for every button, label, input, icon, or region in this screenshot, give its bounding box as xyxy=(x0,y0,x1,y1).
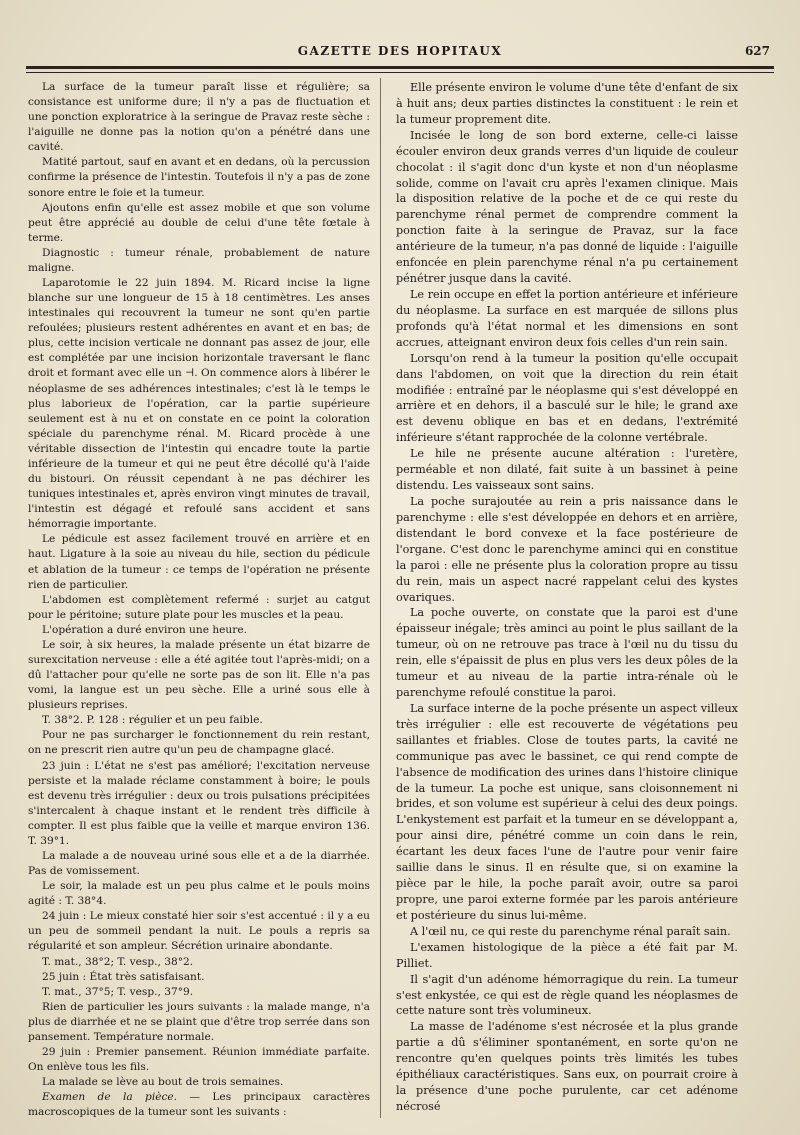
paragraph: 24 juin : Le mieux constaté hier soir s'est accentué : il y a eu un peu de sommeil pendant la nuit. Le pouls a repris sa régularité et son ampleur. Sécrétion urinaire abondante. xyxy=(28,910,370,953)
section-text: — Les principaux caractères macroscopiques de la tumeur sont les suivants : xyxy=(28,1091,371,1119)
section-paragraph xyxy=(28,1090,370,1120)
journal-title: GAZETTE DES HOPITAUX xyxy=(297,44,503,58)
paragraph: Ajoutons enfin qu'elle est assez mobile et que son volume peut être apprécié au double de celui d'une tête fœtale à terme. xyxy=(28,201,370,244)
paragraph: La malade a de nouveau uriné sous elle et a de la diarrhée. Pas de vomissement. xyxy=(28,849,370,878)
left-column xyxy=(28,80,370,1120)
paragraph: Laparotomie le 22 juin 1894. M. Ricard incise la ligne blanche sur une longueur de 15 à 18 centimètres. Les anses intestinales qui recouvrent la tumeur ne sont qu'en partie refoulées; plusieurs restent adhérentes en avant et en bas; de plus, cette incision verticale ne donnant pas assez de jour, elle est complétée par une incision horizontale traversant le flanc droit et formant avec elle un ⊣. On commence alors à libérer le néoplasme de ses adhérences intestinales; c'est là le temps le plus laborieux de l'opération, car la partie supérieure seulement est à nu et on constate en ce point la coloration spéciale du parenchyme rénal. M. Ricard procède à une véritable dissection de l'intestin qui encadre toute la partie inférieure de la tumeur et qui ne peut être décollé qu'à l'aide du bistouri. On réussit cependant à ne pas déchirer les tuniques intestinales et, après environ vingt minutes de travail, l'intestin est dégagé et refoulé sans accident et sans hémorragie importante. xyxy=(28,277,370,531)
paragraph: Le soir, la malade est un peu plus calme et le pouls moins agité : T. 38°4. xyxy=(28,880,370,908)
paragraph: Matité partout, sauf en avant et en dedans, où la percussion confirme la présence de l'intestin. Toutefois il n'y a pas de zone sonore entre le foie et la tumeur. xyxy=(28,156,370,199)
page-number: 627 xyxy=(744,44,770,58)
paragraph: 29 juin : Premier pansement. Réunion immédiate parfaite. On enlève tous les fils. xyxy=(28,1046,370,1074)
paragraph: Diagnostic : tumeur rénale, probablement de nature maligne. xyxy=(28,246,370,274)
paragraph: Pour ne pas surcharger le fonctionnement du rein restant, on ne prescrit rien autre qu'un peu de champagne glacé. xyxy=(28,729,370,757)
paragraph: Il s'agit d'un adénome hémorragique du rein. La tumeur s'est enkystée, ce qui est de règle quand les néoplasmes de cette nature sont très volumineux. xyxy=(396,972,738,1018)
paragraph: 25 juin : État très satisfaisant. xyxy=(42,970,205,983)
header-rule-thick xyxy=(26,66,774,69)
paragraph: Le soir, à six heures, la malade présente un état bizarre de surexcitation nerveuse : elle a été agitée tout l'après-midi; on a dû l'attacher pour qu'elle ne sorte pas de son lit. Elle n'a pas vomi, la langue est un peu sèche. Elle a uriné sous elle à plusieurs reprises. xyxy=(28,638,370,712)
paragraph: La poche surajoutée au rein a pris naissance dans le parenchyme : elle s'est développée en dehors et en arrière, distendant le bord convexe et la face postérieure de l'organe. C'est donc le parenchyme aminci qui en constitue la paroi : elle ne présente plus la coloration propre au tissu du rein, mais un aspect nacré rappelant celui des kystes ovariques. xyxy=(396,494,738,604)
running-header xyxy=(26,44,774,64)
paragraph: La malade se lève au bout de trois semaines. xyxy=(42,1076,284,1089)
paragraph: T. mat., 38°2; T. vesp., 38°2. xyxy=(42,955,194,968)
paragraph: Incisée le long de son bord externe, celle-ci laisse écouler environ deux grands verres d'un liquide de couleur chocolat : il s'agit donc d'un kyste et non d'un néoplasme solide, comme on l'avait cru après l'examen clinique. Mais la disposition relative de la poche et de ce qui reste du parenchyme rénal permet de comprendre comment la ponction faite à la seringue de Pravaz, sur la face antérieure de la tumeur, n'a pas donné de liquide : l'aiguille enfoncée en plein parenchyme rénal n'a pu certainement pénétrer jusque dans la cavité. xyxy=(396,128,738,286)
section-heading: Examen de la pièce. xyxy=(42,1091,178,1104)
paragraph: Elle présente environ le volume d'une tête d'enfant de six à huit ans; deux parties distinctes la constituent : le rein et la tumeur proprement dite. xyxy=(396,81,738,126)
paragraph: Le rein occupe en effet la portion antérieure et inférieure du néoplasme. La surface en est marquée de sillons plus profonds qu'à l'état normal et les dimensions en sont accrues, atteignant environ deux fois celles d'un rein sain. xyxy=(396,287,738,349)
paragraph: Lorsqu'on rend à la tumeur la position qu'elle occupait dans l'abdomen, on voit que la direction du rein était modifiée : entraîné par le néoplasme qui s'est développé en arrière et en dehors, il a basculé sur le hile; le grand axe est devenu oblique en bas et en dedans, l'extrémité inférieure s'étant rapprochée de la colonne vertébrale. xyxy=(396,351,738,445)
paragraph: La poche ouverte, on constate que la paroi est d'une épaisseur inégale; très aminci au point le plus saillant de la tumeur, où on ne retrouve pas trace à l'œil nu du tissu du rein, elle s'épaissit de plus en plus vers les deux pôles de la tumeur et au niveau de la partie intra-rénale où le parenchyme refoulé constitue la paroi. xyxy=(396,606,738,700)
paragraph: La masse de l'adénome s'est nécrosée et la plus grande partie a dû s'éliminer spontanément, en sorte qu'on ne rencontre qu'en quelques points très limités les tubes épithéliaux caractéristiques. Sans eux, on pourrait croire à la présence d'une poche purulente, car cet adénome nécrosé xyxy=(396,1020,738,1113)
paragraph: L'abdomen est complètement refermé : surjet au catgut pour le péritoine; suture plate pour les muscles et la peau. xyxy=(28,593,370,621)
paragraph: Le pédicule est assez facilement trouvé en arrière et en haut. Ligature à la soie au niveau du hile, section du pédicule et ablation de la tumeur : ce temps de l'opération ne présente rien de particulier. xyxy=(28,533,370,591)
paragraph: Rien de particulier les jours suivants : la malade mange, n'a plus de diarrhée et ne se plaint que d'être trop serrée dans son pansement. Température normale. xyxy=(28,1000,370,1043)
column-divider xyxy=(380,78,381,1118)
paragraph: A l'œil nu, ce qui reste du parenchyme rénal paraît sain. xyxy=(410,924,731,938)
paragraph: L'examen histologique de la pièce a été fait par M. Pilliet. xyxy=(396,940,738,970)
paragraph: T. mat., 37°5; T. vesp., 37°9. xyxy=(42,985,194,998)
header-rule-thin xyxy=(26,72,774,73)
paragraph: T. 38°2. P. 128 : régulier et un peu faible. xyxy=(42,714,263,727)
paragraph: 23 juin : L'état ne s'est pas amélioré; l'excitation nerveuse persiste et la malade réclame constamment à boire; le pouls est devenu très irrégulier : deux ou trois pulsations précipitées s'intercalent à chaque instant et le rendent très difficile à compter. Il est plus faible que la veille et marque environ 136. T. 39°1. xyxy=(28,759,370,847)
paragraph: La surface de la tumeur paraît lisse et régulière; sa consistance est uniforme dure; il n'y a pas de fluctuation et une ponction exploratrice à la seringue de Pravaz reste sèche : l'aiguille ne donne pas la notion qu'on a pénétré dans une cavité. xyxy=(28,81,370,154)
paragraph: L'opération a duré environ une heure. xyxy=(42,623,247,636)
paragraph: La surface interne de la poche présente un aspect villeux très irrégulier : elle est recouverte de végétations peu saillantes et friables. Close de toutes parts, la cavité ne communique pas avec le bassinet, ce qui rend compte de l'absence de modification des urines dans l'histoire clinique de la tumeur. La poche est unique, sans cloisonnement ni brides, et son volume est supérieur à celui des deux poings. L'enkystement est parfait et la tumeur en se développant a, pour ainsi dire, pénétré comme un coin dans le rein, écartant les deux faces l'une de l'autre pour venir faire saillie dans le sinus. Il en résulte que, si on examine la pièce par le hile, la poche paraît avoir, outre sa paroi propre, une paroi externe formée par les parois antérieure et postérieure du sinus lui-même. xyxy=(396,701,738,922)
right-column xyxy=(396,80,738,1115)
paragraph: Le hile ne présente aucune altération : l'uretère, perméable et non dilaté, fait suite à un bassinet à peine distendu. Les vaisseaux sont sains. xyxy=(396,447,738,493)
